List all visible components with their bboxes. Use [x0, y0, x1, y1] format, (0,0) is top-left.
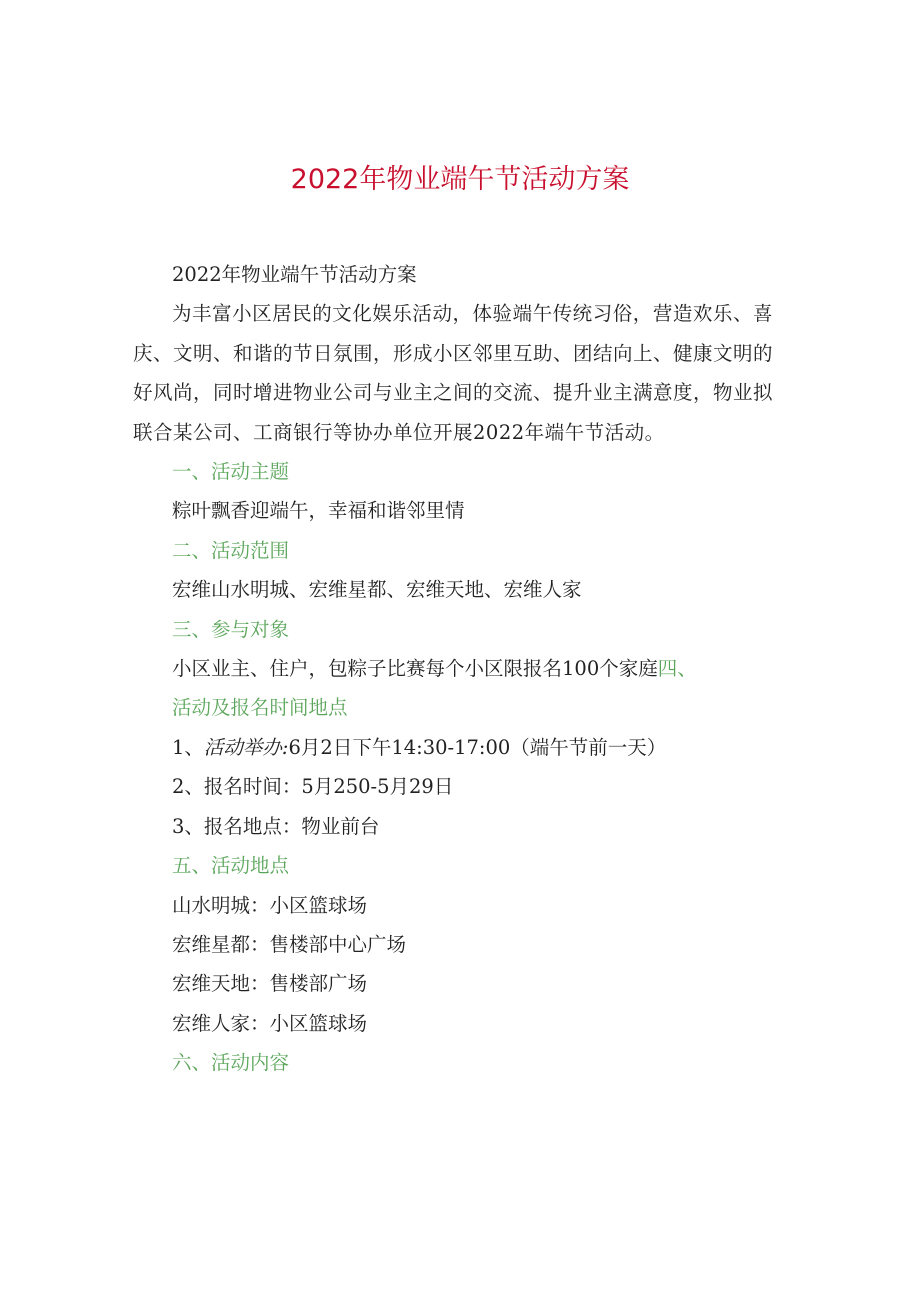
- document-title: 2022年物业端午节活动方案: [290, 164, 630, 195]
- document-body: [133, 255, 773, 1083]
- intro-paragraph: 为丰富小区居民的文化娱乐活动，体验端午传统习俗，营造欢乐、喜庆、文明、和谐的节日氛围，形成小区邻里互助、团结向上、健康文明的好风尚，同时增进物业公司与业主之间的交流、提升业主满意度，物业拟联合某公司、工商银行等协办单位开展2022年端午节活动。: [133, 302, 774, 444]
- section-3-text: 小区业主、住户，包粽子比赛每个小区限报名100个家庭: [172, 657, 658, 681]
- section-5-item-3: 宏维天地：售楼部广场: [172, 972, 368, 996]
- document-subtitle: 2022年物业端午节活动方案: [172, 263, 417, 286]
- section-5-item-4: 宏维人家：小区篮球场: [172, 1011, 368, 1035]
- section-5-heading: 五、活动地点: [172, 854, 290, 878]
- section-3-text-line: [133, 649, 773, 688]
- section-1-heading: 一、活动主题: [172, 460, 290, 484]
- section-4-item-2: 2、报名时间：5月250-5月29日: [172, 775, 454, 799]
- section-4-heading-number: 四、: [657, 657, 697, 681]
- item-1-prefix: 1、: [172, 735, 204, 759]
- item-1-label: 活动举办:: [203, 735, 289, 759]
- section-3-heading: 三、参与对象: [172, 617, 290, 641]
- section-2-text: 宏维山水明城、宏维星都、宏维天地、宏维人家: [172, 578, 582, 602]
- section-4-item-3: 3、报名地点：物业前台: [172, 814, 380, 838]
- section-2-heading: 二、活动范围: [172, 538, 290, 562]
- section-4-item-1: [133, 728, 773, 767]
- item-1-value: 6月2日下午14:30-17:00（端午节前一天）: [288, 735, 667, 759]
- section-6-heading: 六、活动内容: [172, 1051, 290, 1075]
- section-5-item-2: 宏维星都：售楼部中心广场: [172, 932, 407, 956]
- section-5-item-1: 山水明城：小区篮球场: [172, 893, 368, 917]
- section-1-text: 粽叶飘香迎端午，幸福和谐邻里情: [172, 499, 465, 523]
- section-4-heading: 活动及报名时间地点: [172, 696, 348, 720]
